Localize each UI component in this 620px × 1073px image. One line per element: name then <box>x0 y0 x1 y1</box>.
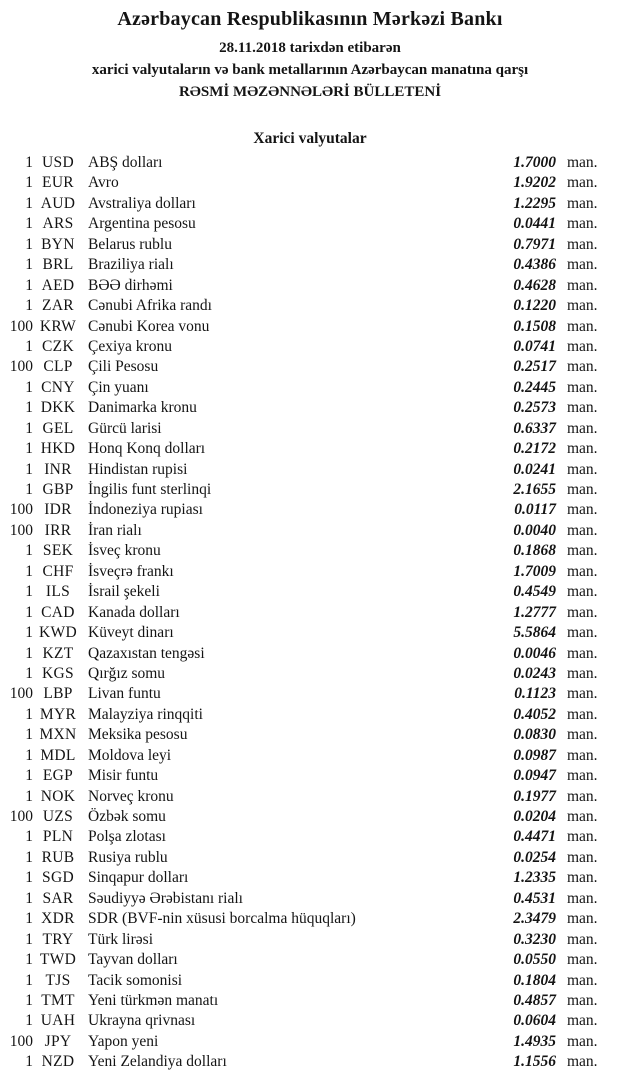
row-quantity: 1 <box>25 399 33 417</box>
currency-rate: 0.1868 <box>513 542 556 560</box>
table-row <box>0 194 620 214</box>
row-quantity: 100 <box>9 358 33 376</box>
table-row <box>0 317 620 337</box>
unit-label: man. <box>567 440 598 458</box>
currency-code: USD <box>42 154 74 171</box>
unit-label: man. <box>567 297 598 315</box>
currency-code: INR <box>44 460 72 478</box>
currency-code: KZT <box>42 644 74 662</box>
row-quantity: 1 <box>25 664 33 682</box>
currency-rate: 5.5864 <box>513 624 556 642</box>
currency-rate: 0.2172 <box>513 440 556 458</box>
currency-code: AUD <box>40 194 76 212</box>
currency-name: Küveyt dinarı <box>88 624 174 642</box>
currency-code: ILS <box>45 583 71 601</box>
currency-name: Qazaxıstan tengəsi <box>88 644 205 662</box>
subtitle-line: xarici valyutaların və bank metallarının Azərbaycan manatına qarşı <box>91 62 529 78</box>
currency-code: CZK <box>42 337 74 355</box>
currency-code: TMT <box>41 991 75 1009</box>
table-row <box>0 807 620 827</box>
currency-code: GBP <box>42 481 74 498</box>
currency-name: BƏƏ dirhəmi <box>88 276 173 294</box>
row-quantity: 1 <box>25 910 33 928</box>
currency-code: GEL <box>42 419 74 437</box>
table-row <box>0 746 620 766</box>
unit-label: man. <box>567 971 598 989</box>
row-quantity: 1 <box>25 215 33 233</box>
currency-name: Qırğız somu <box>88 664 166 682</box>
currency-rate: 0.2445 <box>513 378 556 396</box>
currency-code: LBP <box>43 685 73 703</box>
currency-name: Yapon yeni <box>88 1032 159 1050</box>
table-row <box>0 950 620 970</box>
unit-label: man. <box>567 603 598 621</box>
currency-code: MYR <box>39 705 77 723</box>
currency-code: KRW <box>39 317 77 335</box>
row-quantity: 100 <box>9 521 33 539</box>
currency-name: Tayvan dolları <box>88 951 178 969</box>
currency-name: İndoneziya rupiası <box>88 501 203 519</box>
row-quantity: 1 <box>25 767 33 785</box>
row-quantity: 1 <box>25 848 33 866</box>
row-quantity: 1 <box>25 419 33 437</box>
row-quantity: 1 <box>25 440 33 458</box>
currency-code: IDR <box>44 501 72 519</box>
currency-table <box>0 153 620 1073</box>
currency-rate: 0.2517 <box>513 358 556 376</box>
unit-label: man. <box>567 705 598 723</box>
row-quantity: 100 <box>9 317 33 335</box>
currency-code: HKD <box>40 440 76 458</box>
currency-name: Norveç kronu <box>88 787 174 805</box>
currency-name: Cənubi Afrika randı <box>88 297 212 315</box>
currency-code: NOK <box>40 787 76 805</box>
currency-rate: 0.0987 <box>513 746 556 764</box>
table-row <box>0 848 620 868</box>
table-row <box>0 500 620 520</box>
unit-label: man. <box>567 1032 598 1050</box>
unit-label: man. <box>567 358 598 376</box>
row-quantity: 1 <box>25 705 33 723</box>
currency-rate: 0.4386 <box>513 256 556 274</box>
row-quantity: 1 <box>25 828 33 846</box>
currency-code: CHF <box>42 562 74 580</box>
unit-label: man. <box>567 644 598 662</box>
currency-name: Türk lirəsi <box>88 930 153 948</box>
currency-rate: 1.7009 <box>513 562 556 580</box>
unit-label: man. <box>567 317 598 335</box>
row-quantity: 1 <box>25 869 33 887</box>
currency-rate: 0.4471 <box>513 828 556 846</box>
currency-rate: 0.0241 <box>513 460 556 478</box>
table-row <box>0 173 620 193</box>
unit-label: man. <box>567 481 598 498</box>
unit-label: man. <box>567 276 598 294</box>
currency-rate: 0.4549 <box>513 583 556 601</box>
table-row <box>0 684 620 704</box>
table-row <box>0 664 620 684</box>
currency-code: BRL <box>42 256 74 274</box>
table-row <box>0 439 620 459</box>
currency-code: CLP <box>43 358 73 376</box>
table-row <box>0 460 620 480</box>
table-row <box>0 991 620 1011</box>
table-row <box>0 480 620 500</box>
row-quantity: 1 <box>25 951 33 969</box>
currency-rate: 1.9202 <box>513 174 556 192</box>
table-row <box>0 562 620 582</box>
currency-name: Hindistan rupisi <box>88 460 188 478</box>
table-row <box>0 521 620 541</box>
currency-code: TWD <box>39 951 77 969</box>
currency-name: İran rialı <box>88 521 142 539</box>
unit-label: man. <box>567 399 598 417</box>
currency-name: Ukrayna qrivnası <box>88 1012 196 1030</box>
table-row <box>0 235 620 255</box>
currency-code: BYN <box>41 235 75 253</box>
unit-label: man. <box>567 787 598 805</box>
currency-rate: 2.1655 <box>513 481 556 498</box>
unit-label: man. <box>567 542 598 560</box>
currency-name: Honq Konq dolları <box>88 440 206 458</box>
unit-label: man. <box>567 767 598 785</box>
table-row <box>0 766 620 786</box>
currency-rate: 0.7971 <box>513 235 556 253</box>
currency-code: SEK <box>42 542 74 560</box>
row-quantity: 1 <box>25 542 33 560</box>
currency-code: CAD <box>41 603 75 621</box>
currency-name: İsveçrə frankı <box>88 562 174 580</box>
table-row <box>0 541 620 561</box>
currency-name: İngilis funt sterlinqi <box>88 481 212 498</box>
row-quantity: 1 <box>25 562 33 580</box>
row-quantity: 1 <box>25 624 33 642</box>
unit-label: man. <box>567 583 598 601</box>
currency-name: Malayziya rinqqiti <box>88 705 203 723</box>
currency-name: Çin yuanı <box>88 378 149 396</box>
currency-code: MDL <box>40 746 76 764</box>
currency-name: Kanada dolları <box>88 603 180 621</box>
currency-code: TRY <box>42 930 74 948</box>
row-quantity: 1 <box>25 1012 33 1030</box>
unit-label: man. <box>567 194 598 212</box>
currency-name: Rusiya rublu <box>88 848 168 866</box>
currency-name: Səudiyyə Ərəbistanı rialı <box>88 889 243 907</box>
currency-name: Özbək somu <box>88 808 166 825</box>
currency-name: Gürcü larisi <box>88 419 162 437</box>
row-quantity: 1 <box>25 971 33 989</box>
currency-rate: 1.1556 <box>513 1053 556 1071</box>
currency-rate: 0.0117 <box>514 501 556 519</box>
currency-name: Cənubi Korea vonu <box>88 317 210 335</box>
currency-rate: 0.0947 <box>513 767 556 785</box>
currency-code: CNY <box>41 378 75 396</box>
currency-rate: 0.0204 <box>513 808 556 825</box>
currency-rate: 0.1804 <box>513 971 556 989</box>
unit-label: man. <box>567 501 598 519</box>
row-quantity: 100 <box>9 501 33 519</box>
currency-rate: 0.4857 <box>513 991 556 1009</box>
currency-rate: 0.1123 <box>514 685 556 703</box>
currency-code: UZS <box>42 808 74 825</box>
row-quantity: 100 <box>9 808 33 825</box>
unit-label: man. <box>567 930 598 948</box>
currency-code: AED <box>41 276 75 294</box>
currency-name: SDR (BVF-nin xüsusi borcalma hüquqları) <box>88 910 356 928</box>
row-quantity: 1 <box>25 337 33 355</box>
section-title-foreign-currencies: Xarici valyutalar <box>253 130 367 147</box>
currency-rate: 0.3230 <box>513 930 556 948</box>
currency-name: İsrail şekeli <box>88 583 160 601</box>
table-row <box>0 357 620 377</box>
table-row <box>0 909 620 929</box>
currency-name: Sinqapur dolları <box>88 869 189 887</box>
unit-label: man. <box>567 562 598 580</box>
table-row <box>0 582 620 602</box>
unit-label: man. <box>567 808 598 825</box>
currency-rate: 1.2335 <box>513 869 556 887</box>
currency-rate: 0.0741 <box>513 337 556 355</box>
currency-code: XDR <box>41 910 75 928</box>
currency-name: Braziliya rialı <box>88 256 174 274</box>
currency-name: Tacik somonisi <box>88 971 183 989</box>
currency-rate: 0.0040 <box>513 521 556 539</box>
currency-name: Livan funtu <box>88 685 161 703</box>
currency-code: NZD <box>41 1053 75 1071</box>
table-row <box>0 725 620 745</box>
table-row <box>0 1052 620 1072</box>
unit-label: man. <box>567 174 598 192</box>
unit-label: man. <box>567 991 598 1009</box>
unit-label: man. <box>567 235 598 253</box>
table-row <box>0 419 620 439</box>
currency-rate: 0.0441 <box>513 215 556 233</box>
row-quantity: 1 <box>25 930 33 948</box>
currency-code: EGP <box>42 767 74 785</box>
table-row <box>0 296 620 316</box>
currency-rate: 1.7000 <box>513 154 556 171</box>
unit-label: man. <box>567 869 598 887</box>
row-quantity: 1 <box>25 787 33 805</box>
currency-name: Çexiya kronu <box>88 337 172 355</box>
currency-rate: 0.4052 <box>513 705 556 723</box>
table-row <box>0 868 620 888</box>
currency-code: RUB <box>41 848 75 866</box>
currency-rate: 0.1220 <box>513 297 556 315</box>
row-quantity: 1 <box>25 154 33 171</box>
currency-name: ABŞ dolları <box>88 154 163 171</box>
currency-name: Yeni Zelandiya dolları <box>88 1053 227 1071</box>
currency-name: Misir funtu <box>88 767 159 785</box>
table-row <box>0 255 620 275</box>
row-quantity: 1 <box>25 991 33 1009</box>
currency-name: İsveç kronu <box>88 542 161 560</box>
row-quantity: 100 <box>9 1032 33 1050</box>
row-quantity: 1 <box>25 256 33 274</box>
unit-label: man. <box>567 215 598 233</box>
row-quantity: 1 <box>25 460 33 478</box>
currency-code: KGS <box>42 664 74 682</box>
table-row <box>0 276 620 296</box>
row-quantity: 1 <box>25 194 33 212</box>
currency-name: Yeni türkmən manatı <box>88 991 219 1009</box>
unit-label: man. <box>567 1012 598 1030</box>
currency-code: TJS <box>45 971 71 989</box>
row-quantity: 100 <box>9 685 33 703</box>
currency-rate: 0.0243 <box>513 664 556 682</box>
currency-rate: 0.0830 <box>513 726 556 744</box>
unit-label: man. <box>567 419 598 437</box>
currency-name: Avro <box>88 174 119 192</box>
unit-label: man. <box>567 624 598 642</box>
currency-name: Çili Pesosu <box>88 358 159 376</box>
table-row <box>0 1011 620 1031</box>
row-quantity: 1 <box>25 378 33 396</box>
row-quantity: 1 <box>25 746 33 764</box>
unit-label: man. <box>567 726 598 744</box>
table-row <box>0 827 620 847</box>
currency-name: Polşa zlotası <box>88 828 166 846</box>
table-row <box>0 705 620 725</box>
unit-label: man. <box>567 378 598 396</box>
table-row <box>0 889 620 909</box>
unit-label: man. <box>567 337 598 355</box>
currency-rate: 0.0550 <box>513 951 556 969</box>
currency-rate: 0.0604 <box>513 1012 556 1030</box>
currency-code: ARS <box>42 215 74 233</box>
table-row <box>0 930 620 950</box>
currency-rate: 0.1977 <box>513 787 556 805</box>
unit-label: man. <box>567 1053 598 1071</box>
currency-code: JPY <box>44 1032 72 1050</box>
unit-label: man. <box>567 910 598 928</box>
currency-rate: 1.2295 <box>513 194 556 212</box>
currency-name: Moldova leyi <box>88 746 172 764</box>
currency-rate: 0.0046 <box>513 644 556 662</box>
table-row <box>0 214 620 234</box>
unit-label: man. <box>567 521 598 539</box>
unit-label: man. <box>567 889 598 907</box>
unit-label: man. <box>567 664 598 682</box>
table-row <box>0 1032 620 1052</box>
row-quantity: 1 <box>25 276 33 294</box>
currency-code: PLN <box>42 828 74 846</box>
unit-label: man. <box>567 256 598 274</box>
currency-name: Meksika pesosu <box>88 726 188 744</box>
currency-rate: 2.3479 <box>513 910 556 928</box>
row-quantity: 1 <box>25 644 33 662</box>
unit-label: man. <box>567 460 598 478</box>
table-row <box>0 787 620 807</box>
currency-code: MXN <box>39 726 77 744</box>
row-quantity: 1 <box>25 174 33 192</box>
table-row <box>0 153 620 173</box>
row-quantity: 1 <box>25 603 33 621</box>
unit-label: man. <box>567 154 598 171</box>
table-row <box>0 398 620 418</box>
unit-label: man. <box>567 848 598 866</box>
effective-date-line: 28.11.2018 tarixdən etibarən <box>219 40 401 56</box>
currency-rate: 0.4531 <box>513 889 556 907</box>
unit-label: man. <box>567 951 598 969</box>
unit-label: man. <box>567 828 598 846</box>
currency-code: SAR <box>42 889 74 907</box>
currency-code: IRR <box>44 521 72 539</box>
row-quantity: 1 <box>25 235 33 253</box>
row-quantity: 1 <box>25 726 33 744</box>
currency-rate: 0.1508 <box>513 317 556 335</box>
currency-rate: 0.6337 <box>513 419 556 437</box>
currency-rate: 1.2777 <box>513 603 556 621</box>
currency-code: ZAR <box>42 297 74 315</box>
bank-name-title: Azərbaycan Respublikasının Mərkəzi Bankı <box>117 8 503 30</box>
table-row <box>0 337 620 357</box>
currency-rate: 0.2573 <box>513 399 556 417</box>
row-quantity: 1 <box>25 297 33 315</box>
currency-code: KWD <box>39 624 77 642</box>
table-row <box>0 644 620 664</box>
currency-name: Danimarka kronu <box>88 399 197 417</box>
currency-name: Belarus rublu <box>88 235 172 253</box>
unit-label: man. <box>567 746 598 764</box>
currency-rate: 1.4935 <box>513 1032 556 1050</box>
table-row <box>0 971 620 991</box>
table-row <box>0 603 620 623</box>
currency-code: EUR <box>42 174 74 192</box>
row-quantity: 1 <box>25 1053 33 1071</box>
row-quantity: 1 <box>25 481 33 498</box>
bulletin-title: RƏSMİ MƏZƏNNƏLƏRİ BÜLLETENİ <box>178 84 442 100</box>
currency-code: UAH <box>40 1012 76 1030</box>
table-row <box>0 623 620 643</box>
currency-name: Avstraliya dolları <box>88 194 196 212</box>
row-quantity: 1 <box>25 583 33 601</box>
currency-code: SGD <box>42 869 74 887</box>
row-quantity: 1 <box>25 889 33 907</box>
table-row <box>0 378 620 398</box>
currency-rate: 0.4628 <box>513 276 556 294</box>
currency-code: DKK <box>40 399 76 417</box>
currency-name: Argentina pesosu <box>88 215 196 233</box>
unit-label: man. <box>567 685 598 703</box>
currency-rate: 0.0254 <box>513 848 556 866</box>
